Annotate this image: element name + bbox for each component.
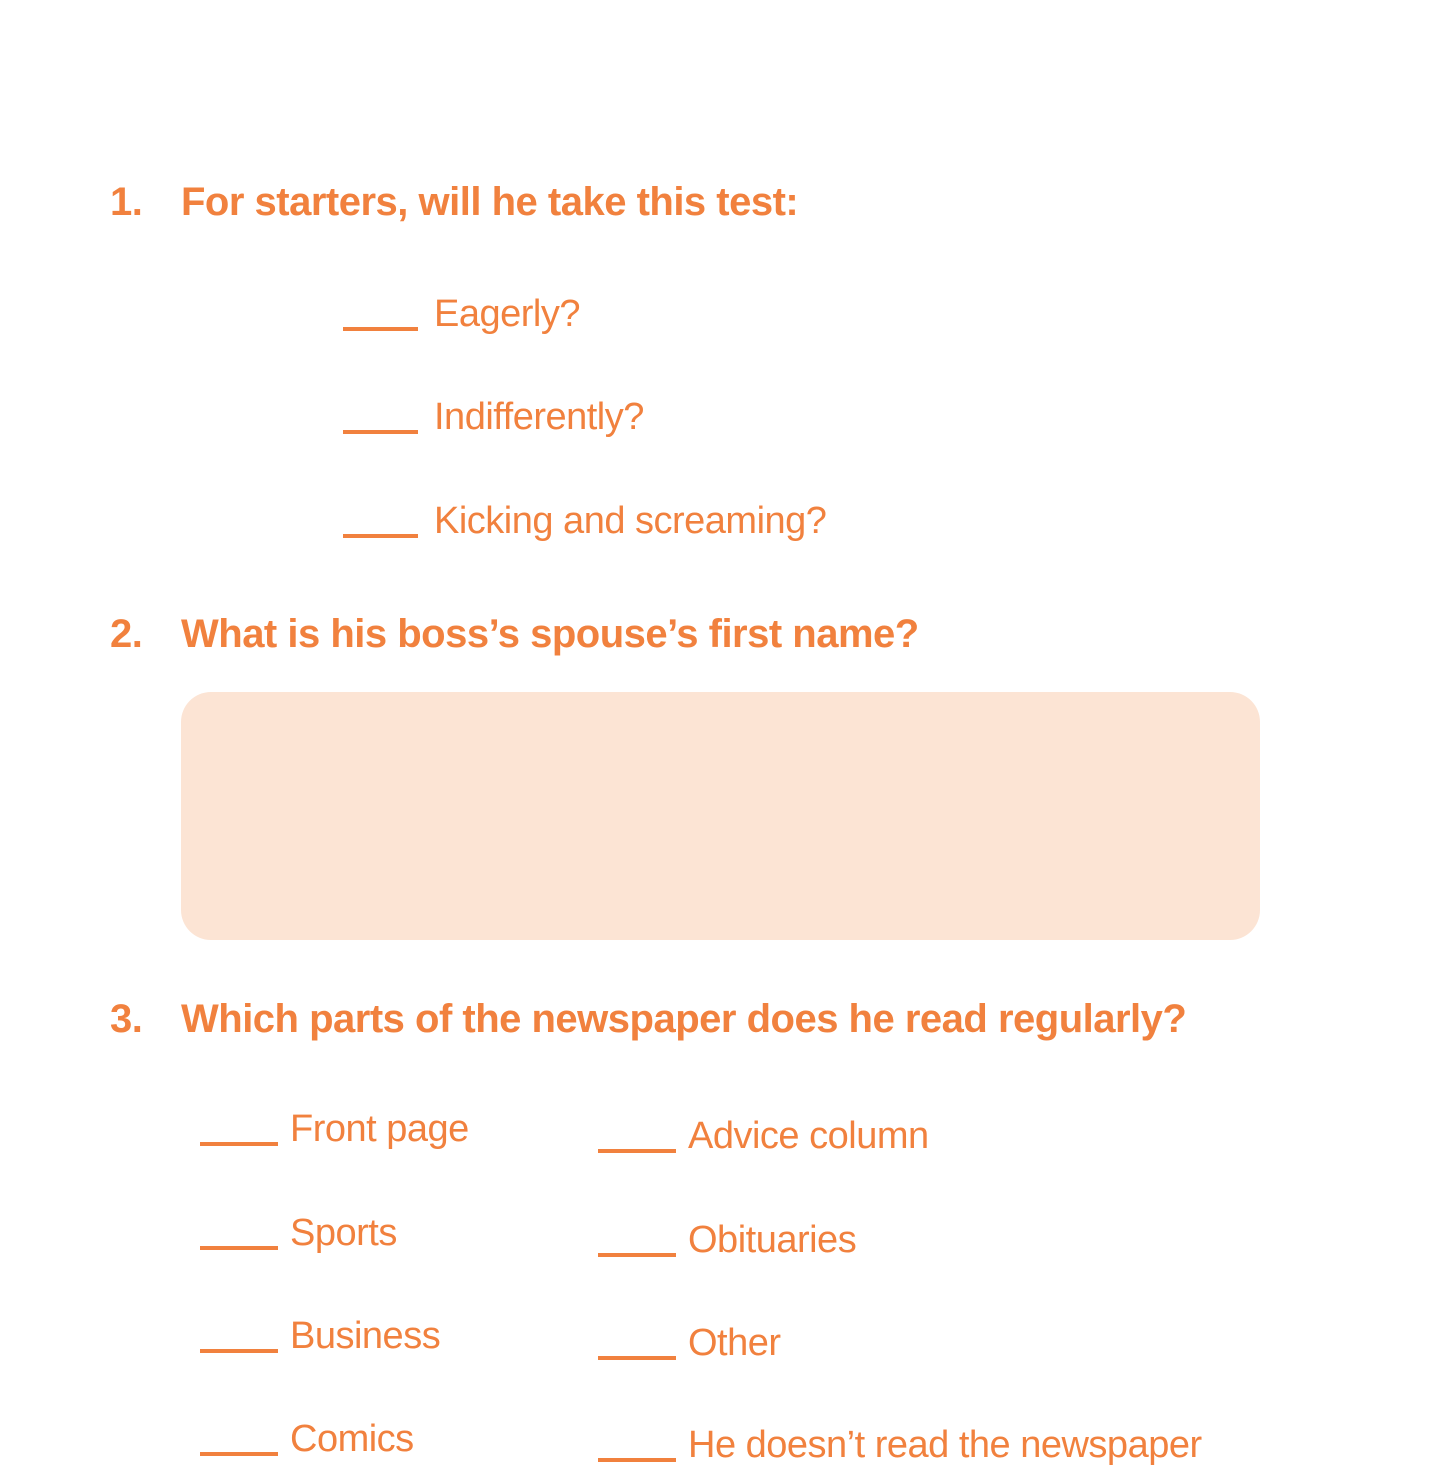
question-3-option-row (598, 1426, 1202, 1464)
answer-blank-sports[interactable] (200, 1246, 278, 1250)
answer-blank-comics[interactable] (200, 1452, 278, 1456)
answer-blank-obituaries[interactable] (598, 1253, 676, 1257)
answer-blank-doesnt-read[interactable] (598, 1458, 676, 1462)
option-label-indifferently: Indifferently? (434, 396, 644, 438)
option-label-business: Business (290, 1315, 441, 1357)
question-3-option-row (200, 1214, 397, 1252)
question-1-option-row (343, 502, 826, 540)
question-1-text: For starters, will he take this test: (181, 180, 799, 224)
option-label-comics: Comics (290, 1418, 414, 1460)
question-1-option-row (343, 295, 580, 333)
answer-text-box[interactable] (181, 692, 1260, 940)
option-label-obituaries: Obituaries (688, 1219, 857, 1261)
answer-blank-kicking-and-screaming[interactable] (343, 534, 418, 538)
answer-blank-indifferently[interactable] (343, 430, 418, 434)
question-3-option-row (200, 1110, 469, 1148)
question-3-option-row (200, 1420, 414, 1458)
question-1-number: 1. (110, 180, 143, 224)
answer-blank-eagerly[interactable] (343, 327, 418, 331)
answer-blank-other[interactable] (598, 1356, 676, 1360)
question-2-number: 2. (110, 612, 143, 656)
answer-blank-advice-column[interactable] (598, 1149, 676, 1153)
answer-blank-front-page[interactable] (200, 1142, 278, 1146)
question-3-option-row (200, 1317, 440, 1355)
question-2-text: What is his boss’s spouse’s first name? (181, 612, 919, 656)
option-label-other: Other (688, 1322, 781, 1364)
question-3-option-row (598, 1324, 781, 1362)
question-3-option-row (598, 1117, 929, 1155)
option-label-kicking-and-screaming: Kicking and screaming? (434, 500, 827, 542)
question-1-option-row (343, 398, 644, 436)
question-3-text: Which parts of the newspaper does he read regularly? (181, 997, 1187, 1041)
option-label-advice-column: Advice column (688, 1115, 929, 1157)
answer-blank-business[interactable] (200, 1349, 278, 1353)
question-3-option-row (598, 1221, 856, 1259)
question-3-number: 3. (110, 997, 143, 1041)
option-label-sports: Sports (290, 1212, 397, 1254)
option-label-doesnt-read: He doesn’t read the newspaper (688, 1424, 1202, 1466)
option-label-eagerly: Eagerly? (434, 293, 580, 335)
option-label-front-page: Front page (290, 1108, 469, 1150)
